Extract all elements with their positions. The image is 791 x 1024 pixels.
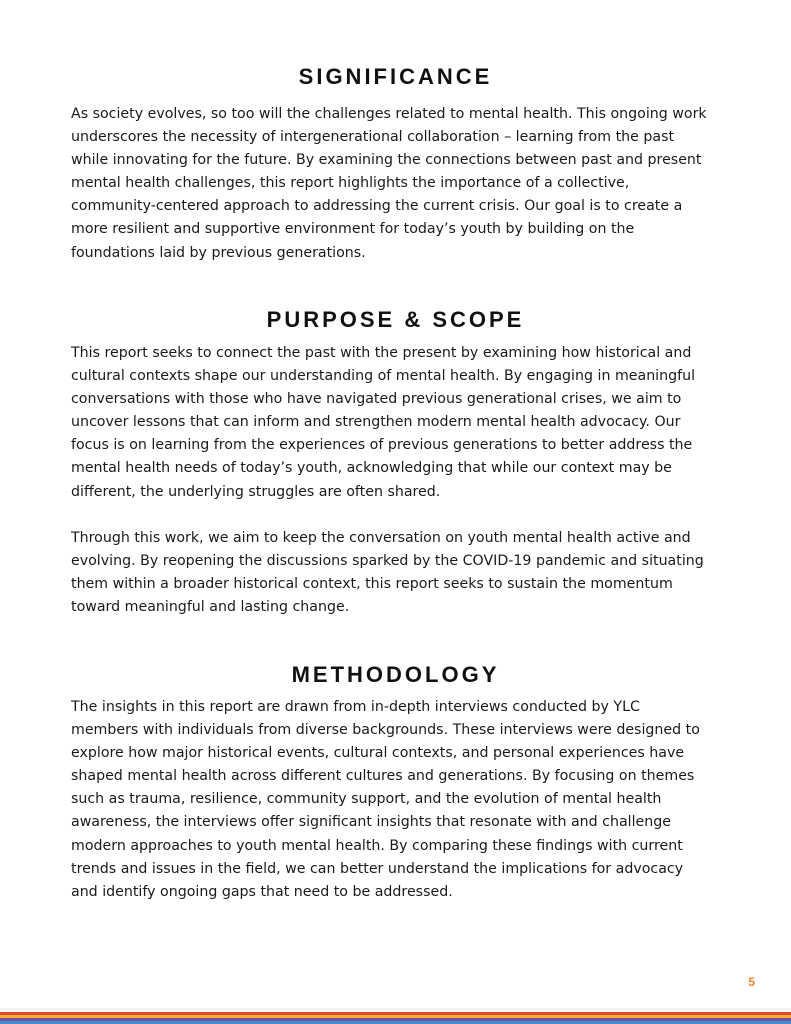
section-title-significance: SIGNIFICANCE — [298, 64, 493, 89]
section-title-purpose-scope: PURPOSE & SCOPE — [266, 307, 525, 332]
methodology-paragraph: The insights in this report are drawn from in-depth interviews conducted by YLC members with individuals from diverse backgrounds. These interviews were designed to explore how major historical events, cultural contexts, and personal experiences have shaped mental health across different cultures and generations. By focusing on themes such as trauma, resilience, community support, and the evolution of mental health awareness, the interviews offer significant insights that resonate with and challenge modern approaches to youth mental health. By comparing these findings with current trends and issues in the field, we can better understand the implications for advocacy and identify ongoing gaps that need to be addressed. — [71, 699, 700, 900]
purpose-scope-paragraph-2: Through this work, we aim to keep the conversation on youth mental health active and evolving. By reopening the discussions sparked by the COVID-19 pandemic and situating them within a broader historical context, this report seeks to sustain the momentum toward meaningful and lasting change. — [71, 530, 704, 616]
significance-paragraph: As society evolves, so too will the challenges related to mental health. This ongoing work underscores the necessity of intergenerational collaboration – learning from the past while innovating for the future. By examining the connections between past and present mental health challenges, this report highlights the importance of a collective, community-centered approach to addressing the current crisis. Our goal is to create a more resilient and supportive environment for today’s youth by building on the foundations laid by previous generations. — [71, 106, 707, 261]
section-title-methodology: METHODOLOGY — [291, 662, 500, 687]
page-number: 5 — [748, 975, 755, 989]
purpose-scope-paragraph-1: This report seeks to connect the past with the present by examining how historical and cultural contexts shape our understanding of mental health. By engaging in meaningful conversations with those who have navigated previous generational crises, we aim to uncover lessons that can inform and strengthen modern mental health advocacy. Our focus is on learning from the experiences of previous generations to better address the mental health needs of today’s youth, acknowledging that while our context may be different, the underlying struggles are often shared. — [71, 345, 696, 500]
